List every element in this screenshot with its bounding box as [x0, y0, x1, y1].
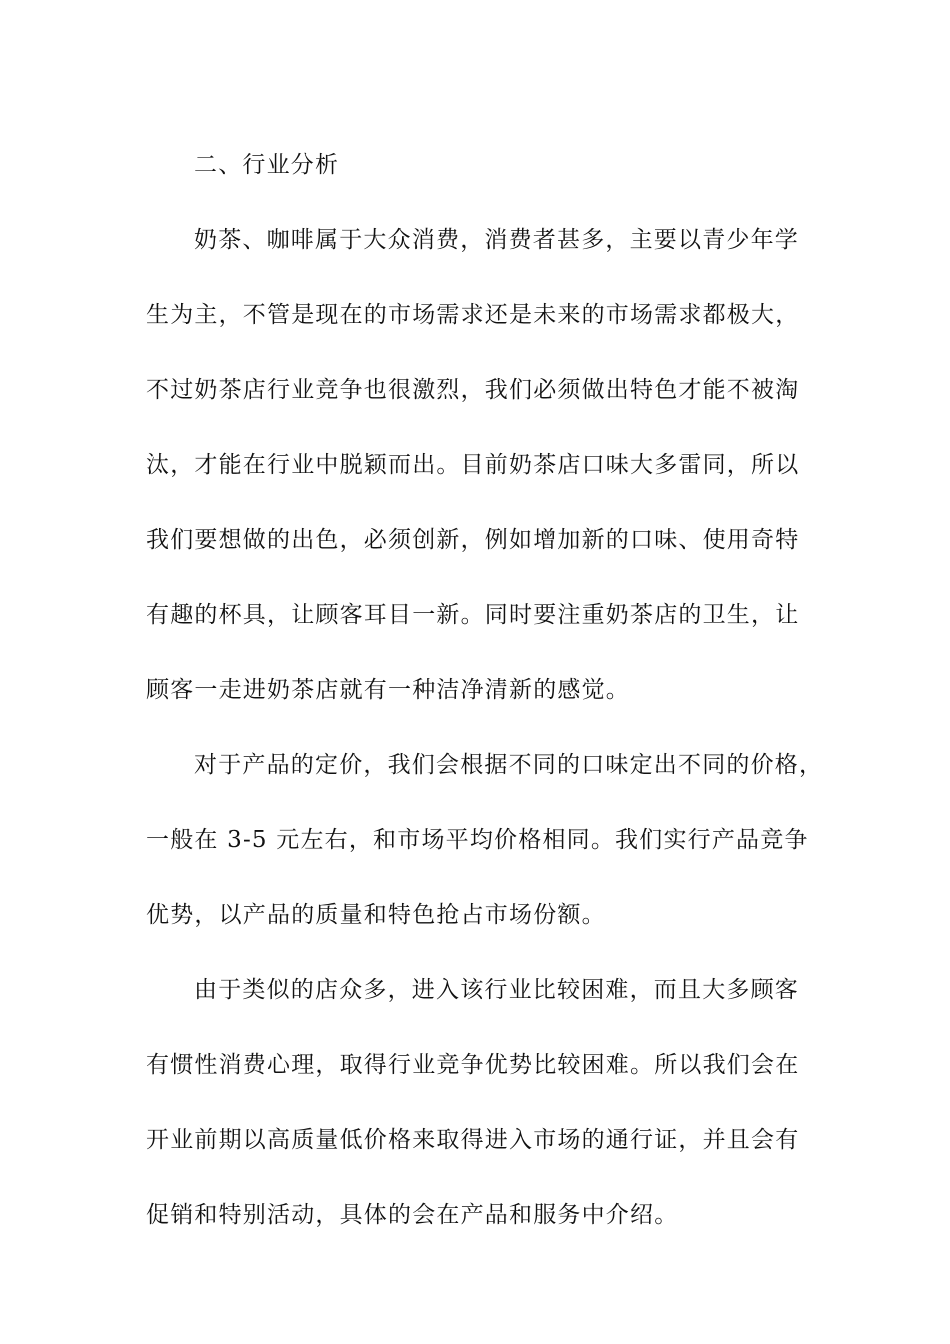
document-body	[146, 128, 824, 1253]
paragraph-line: 优势，以产品的质量和特色抢占市场份额。	[146, 902, 606, 928]
paragraph-2	[146, 728, 824, 953]
section-heading: 二、行业分析	[194, 152, 340, 178]
paragraph-line: 对于产品的定价，我们会根据不同的口味定出不同的价格，	[194, 752, 824, 778]
paragraph-1	[146, 203, 806, 728]
paragraph-line: 奶茶、咖啡属于大众消费，消费者甚多，主要以青少年学	[194, 227, 799, 253]
paragraph-3	[146, 953, 806, 1253]
paragraph-line: 促销和特别活动，具体的会在产品和服务中介绍。	[146, 1202, 679, 1228]
paragraph-line: 汰，才能在行业中脱颖而出。目前奶茶店口味大多雷同，所以	[146, 452, 800, 478]
paragraph-line: 我们要想做的出色，必须创新，例如增加新的口味、使用奇特	[146, 527, 800, 553]
paragraph-line: 顾客一走进奶茶店就有一种洁净清新的感觉。	[146, 677, 630, 703]
paragraph-line: 有惯性消费心理，取得行业竞争优势比较困难。所以我们会在	[146, 1052, 800, 1078]
paragraph-line: 一般在 3-5 元左右，和市场平均价格相同。我们实行产品竞争	[146, 827, 809, 853]
paragraph-line: 不过奶茶店行业竞争也很激烈，我们必须做出特色才能不被淘	[146, 377, 800, 403]
paragraph-line: 由于类似的店众多，进入该行业比较困难，而且大多顾客	[194, 977, 799, 1003]
paragraph-line: 生为主，不管是现在的市场需求还是未来的市场需求都极大，	[146, 302, 800, 328]
paragraph-line: 有趣的杯具，让顾客耳目一新。同时要注重奶茶店的卫生，让	[146, 602, 800, 628]
paragraph-line: 开业前期以高质量低价格来取得进入市场的通行证，并且会有	[146, 1127, 800, 1153]
